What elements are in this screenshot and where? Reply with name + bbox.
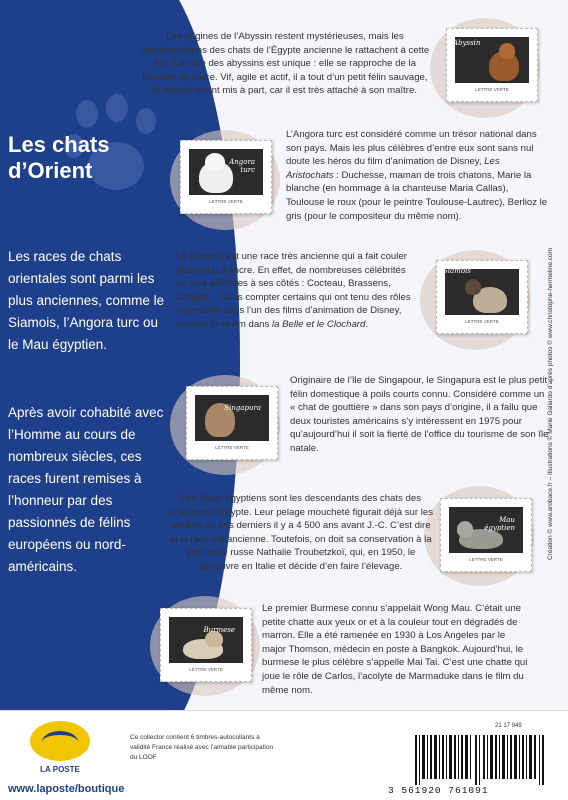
stamp-singapura (186, 386, 278, 460)
text-mau: Les Maus égyptiens sont les descendants des chats des pharaons d’Égypte. Leur pelage moucheté figurait déjà sur les tombes de ces derniers il y a 4 500 ans avant J.-C. C’est dire si la race est ancienne. Toutefois, on doit sa conservation à la princesse russe Nathalie Troubetzkoï, qui, en 1950, le découvre en Italie et décide d’en faire l’élevage. (169, 493, 433, 572)
text-siamois: Le Siamois est une race très ancienne qui a fait couler beaucoup d’encre. En effet, de nombreuses célébrités se sont affichées à ses côtés : Cocteau, Brassens, Chaplin… Sans compter certains qui ont tenu des rôles importants dans l’un des films d’animation de Disney, comme Si et Am dans la Belle et le Clochard. (176, 251, 411, 330)
stamp-label-angora: Angora turc (229, 158, 255, 174)
cat-photo-siamois (445, 269, 519, 315)
page-title (8, 132, 158, 184)
text-angora: L’Angora turc est considéré comme un trésor national dans son pays. Mais les plus célèbres d’entre eux sont sans nul doute les héros du film d’animation de Disney, Les Aristochats : Duchesse, maman de trois chatons, Marie la blanche (en hommage à la chanteuse Maria Callas), Toulouse le roux (pour le peintre Toulouse-Lautrec), Berlioz le gris (pour le compositeur du même nom). (286, 129, 548, 222)
laposte-bird-icon (42, 731, 78, 753)
stamp-value-abyssin: LETTRE VERTE (475, 87, 509, 92)
text-burmese: Le premier Burmese connu s’appelait Wong Mau. C’était une petite chatte aux yeux or et à la couleur tout en dégradés de marron. Elle a été ramenée en 1930 à Los Angeles par le major Thomson, médecin en poste à Bangkok. Aujourd’hui, le burmese le plus célèbre s’appelle Mai Tai. C’est une chatte qui joue le rôle de Carlos, l’acolyte de Marmaduke dans le film du même nom. (262, 603, 528, 696)
stamp-label-abyssin: Abyssin (453, 39, 481, 47)
intro-paragraph-1: Les races de chats orientales sont parmi les plus anciennes, comme le Siamois, l’Angora turc ou le Mau égyptien. (8, 249, 165, 352)
title-line-2: d’Orient (8, 158, 93, 183)
stamp-label-mau: Mau égyptien (484, 516, 515, 532)
stamp-siamois (436, 260, 528, 334)
laposte-logo-text: LA POSTE (40, 765, 80, 774)
stamp-angora (180, 140, 272, 214)
credit-line: Création © www.arobace.fr – Illustrations © Marie Gallardo d’après photos © www.christophe-hermeline.com (547, 247, 554, 560)
cat-photo-burmese (169, 617, 243, 663)
cat-photo-singapura (195, 395, 269, 441)
barcode-number: 3 561920 761091 (388, 785, 489, 796)
stamp-abyssin (446, 28, 538, 102)
boutique-url: www.laposte/boutique (8, 783, 125, 795)
stamp-value-singapura: LETTRE VERTE (215, 445, 249, 450)
stamp-mau (440, 498, 532, 572)
reference-code: 21 17 949 (495, 723, 522, 729)
text-abyssin: Les origines de l’Abyssin restent mystérieuses, mais les représentations des chats de l’Égypte ancienne le rattachent à cette ère. La robe des abyssins est unique : elle se rapproche de la fourrure du lièvre. Vif, agile et actif, il a tout d’un petit félin sauvage, le tempérament mis à part, car il est très attaché à son maître. (140, 31, 430, 97)
collector-note: Ce collector contient 6 timbres-autocollants à validité France réalisé avec l’aimable participation du LOOF (130, 734, 274, 761)
stamp-value-mau: LETTRE VERTE (469, 557, 503, 562)
stamp-label-burmese: Burmese (203, 626, 235, 634)
stamp-value-angora: LETTRE VERTE (209, 199, 243, 204)
stamp-label-singapura: Singapura (224, 404, 261, 412)
stamp-burmese (160, 608, 252, 682)
stamp-value-siamois: LETTRE VERTE (465, 319, 499, 324)
stamp-value-burmese: LETTRE VERTE (189, 667, 223, 672)
barcode-icon (415, 735, 545, 785)
text-singapura: Originaire de l’île de Singapour, le Singapura est le plus petit félin domestique à poils courts connu. Considéré comme un « chat de gouttière » dans son pays d’origine, il a fallu que deux touristes américains s’y intéressent en 1975 pour qu’aujourd’hui il soit la fierté de l’office du tourisme de son île natale. (290, 375, 549, 454)
title-line-1: Les chats (8, 132, 110, 157)
footer (0, 710, 568, 800)
stamp-label-siamois: Siamois (443, 267, 471, 275)
intro-paragraph-2: Après avoir cohabité avec l’Homme au cours de nombreux siècles, ces races furent remises à l’honneur par des passionnés de félins européens ou nord-américains. (8, 405, 164, 574)
